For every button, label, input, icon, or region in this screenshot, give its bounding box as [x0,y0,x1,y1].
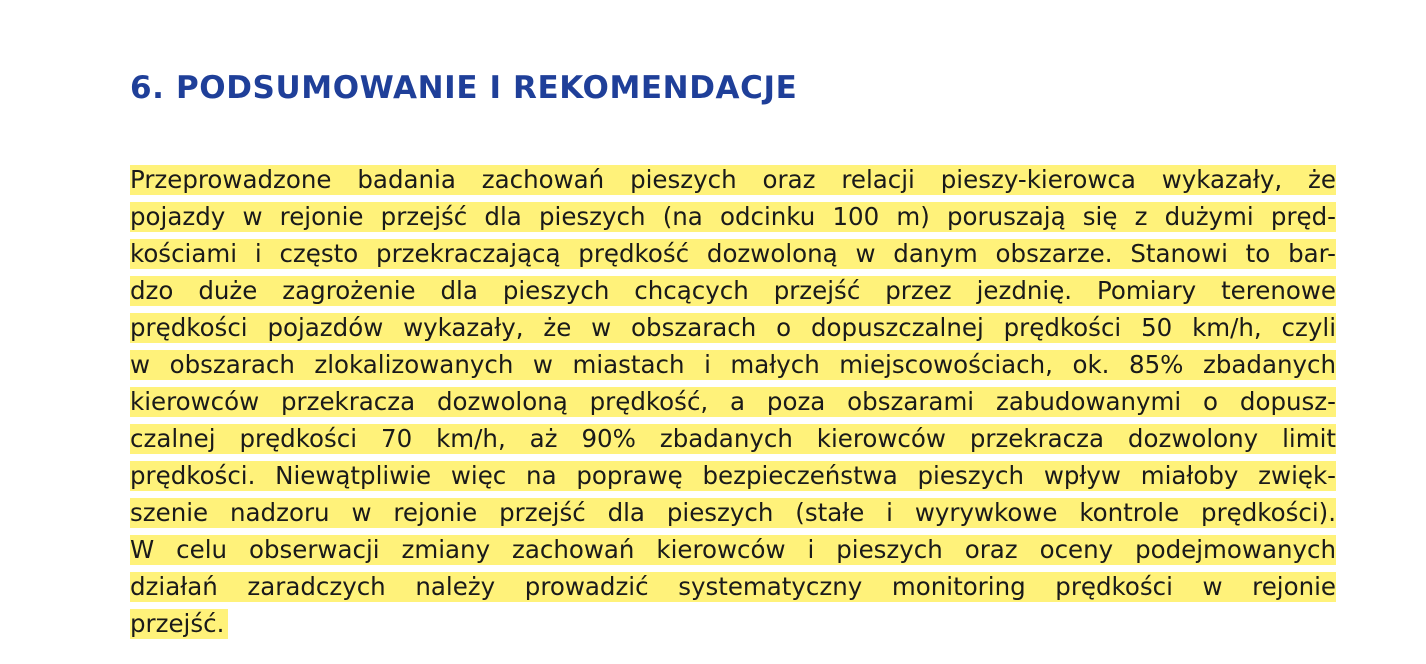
paragraph-line [130,458,1336,495]
highlighted-text: prędkości. Niewątpliwie więc na poprawę bezpieczeństwa pieszych wpływ miałoby zwięk- [130,461,1336,490]
paragraph-line [130,236,1336,273]
highlighted-text: prędkości pojazdów wykazały, że w obszarach o dopuszczalnej prędkości 50 km/h, czyli [130,313,1336,342]
paragraph-line [130,532,1336,569]
paragraph-line [130,421,1336,458]
highlighted-paragraph [130,162,1336,643]
highlighted-text: szenie nadzoru w rejonie przejść dla pieszych (stałe i wyrywkowe kontrole prędkości). [130,498,1336,527]
highlighted-text: dzo duże zagrożenie dla pieszych chcących przejść przez jezdnię. Pomiary terenowe [130,276,1336,305]
highlighted-text: W celu obserwacji zmiany zachowań kierowców i pieszych oraz oceny podejmowanych [130,535,1336,564]
highlighted-text: Przeprowadzone badania zachowań pieszych oraz relacji pieszy-kierowca wykazały, że [130,165,1336,194]
paragraph-line [130,347,1336,384]
highlighted-text: działań zaradczych należy prowadzić systematyczny monitoring prędkości w rejonie [130,572,1336,601]
highlighted-text: kościami i często przekraczającą prędkość dozwoloną w danym obszarze. Stanowi to bar- [130,239,1336,268]
highlighted-text: przejść. [130,609,228,639]
highlighted-text: pojazdy w rejonie przejść dla pieszych (na odcinku 100 m) poruszają się z dużymi pręd- [130,202,1336,231]
paragraph-line [130,273,1336,310]
section-heading: 6. PODSUMOWANIE I REKOMENDACJE [130,70,798,106]
highlighted-text: w obszarach zlokalizowanych w miastach i małych miejscowościach, ok. 85% zbadanych [130,350,1336,379]
highlighted-text: czalnej prędkości 70 km/h, aż 90% zbadanych kierowców przekracza dozwolony limit [130,424,1336,453]
paragraph-line [130,495,1336,532]
paragraph-line [130,569,1336,606]
paragraph-line-last [130,606,1336,643]
paragraph-line [130,199,1336,236]
paragraph-line [130,162,1336,199]
paragraph-line [130,310,1336,347]
paragraph-line [130,384,1336,421]
highlighted-text: kierowców przekracza dozwoloną prędkość, a poza obszarami zabudowanymi o dopusz- [130,387,1336,416]
